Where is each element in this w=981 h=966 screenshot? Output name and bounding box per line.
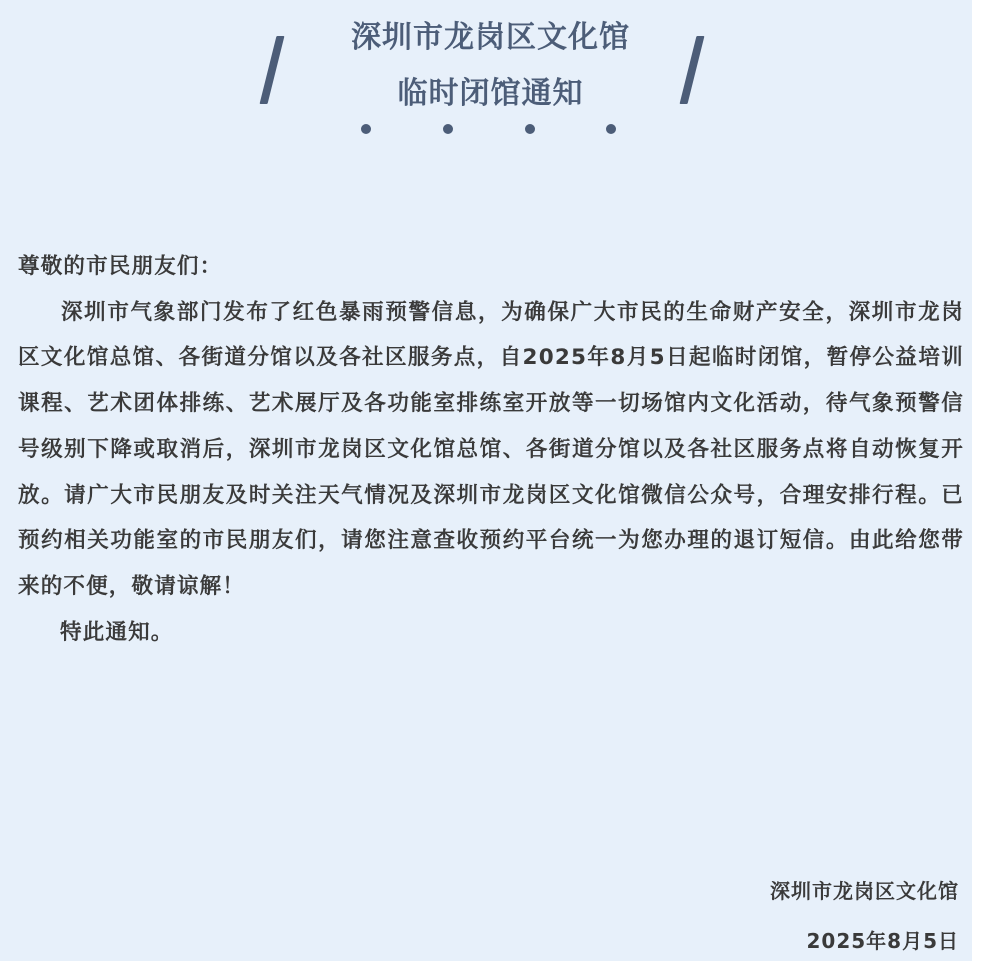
title-line-1: 深圳市龙岗区文化馆 [351,20,630,55]
signature-date: 2025年8月5日 [806,929,959,953]
decorative-dot [606,124,616,134]
notice-paragraph: 深圳市气象部门发布了红色暴雨预警信息，为确保广大市民的生命财产安全，深圳市龙岗区文化馆总馆、各街道分馆以及各社区服务点，自2025年8月5日起临时闭馆，暂停公益培训课程、艺术团体排练、艺术展厅及各功能室排练室开放等一切场馆内文化活动，待气象预警信号级别下降或取消后，深圳市龙岗区文化馆总馆、各街道分馆以及各社区服务点将自动恢复开放。请广大市民朋友及时关注天气情况及深圳市龙岗区文化馆微信公众号，合理安排行程。已预约相关功能室的市民朋友们，请您注意查收预约平台统一为您办理的退订短信。由此给您带来的不便，敬请谅解！ [18,299,964,599]
notice-header [0,0,981,160]
notice-body [18,244,964,655]
signature-block [770,866,959,966]
decorative-dot [443,124,453,134]
title-line-2: 临时闭馆通知 [397,76,584,111]
decorative-dot [525,124,535,134]
salutation: 尊敬的市民朋友们： [18,254,223,279]
closing-line: 特此通知。 [60,619,174,645]
signature-organization: 深圳市龙岗区文化馆 [770,879,959,903]
decorative-dot [361,124,371,134]
